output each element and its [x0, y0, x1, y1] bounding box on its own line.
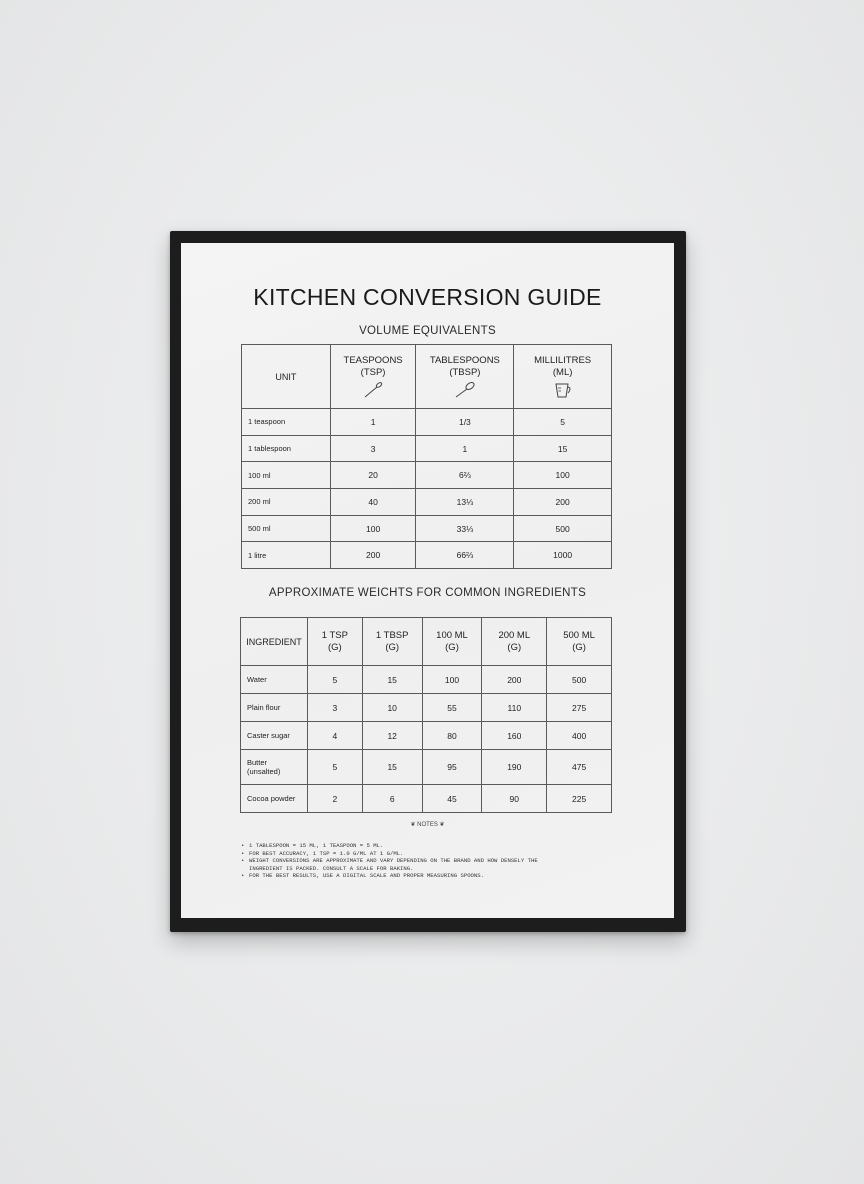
table-cell: 66⅔: [416, 542, 514, 569]
table-cell: 200: [330, 542, 416, 569]
column-header-1-tsp: 1 TSP (G): [307, 618, 362, 666]
table-cell: 110: [482, 694, 547, 722]
table-cell: 3: [307, 694, 362, 722]
table-cell: 4: [307, 722, 362, 750]
column-header-teaspoons: TEASPOONS (TSP): [330, 345, 416, 409]
ingredient-name: Butter (unsalted): [241, 750, 308, 785]
table-cell: 5: [307, 666, 362, 694]
note-item: • FOR THE BEST RESULTS, USE A DIGITAL SCALE AND PROPER MEASURING SPOONS.: [241, 872, 616, 880]
table-cell: 1 teaspoon: [242, 409, 331, 436]
table-header-row: [241, 618, 612, 666]
column-header-unit: UNIT: [242, 345, 331, 409]
table-cell: 1: [416, 435, 514, 462]
column-header-tablespoons: TABLESPOONS (TBSP): [416, 345, 514, 409]
table-cell: 15: [362, 666, 422, 694]
table-cell: 20: [330, 462, 416, 489]
column-header-1-tbsp: 1 TBSP (G): [362, 618, 422, 666]
table-cell: 200: [514, 489, 612, 516]
table-cell: 100: [330, 515, 416, 542]
table-cell: 15: [362, 750, 422, 785]
notes-heading: ❦ NOTES ❦: [410, 822, 445, 828]
table-cell: 3: [330, 435, 416, 462]
ingredient-name: Caster sugar: [241, 722, 308, 750]
table-header-row: [242, 345, 612, 409]
ingredient-name: Cocoa powder: [241, 785, 308, 813]
column-header-millilitres: MILLILITRES (ML): [514, 345, 612, 409]
table-cell: 15: [514, 435, 612, 462]
ingredient-name: Plain flour: [241, 694, 308, 722]
table-cell: 100: [422, 666, 482, 694]
table-row: [241, 666, 612, 694]
table-cell: 40: [330, 489, 416, 516]
table-cell: 400: [547, 722, 612, 750]
table-cell: 1 tablespoon: [242, 435, 331, 462]
table-row: [242, 462, 612, 489]
table-row: [242, 489, 612, 516]
table-cell: 2: [307, 785, 362, 813]
table-row: [242, 435, 612, 462]
note-item-continued: INGREDIENT IS PACKED. CONSULT A SCALE FOR BAKING.: [249, 864, 414, 872]
table-cell: 80: [422, 722, 482, 750]
weights-section-heading: APPROXIMATE WEICHTS FOR COMMON INGREDIENTS: [268, 587, 587, 599]
table-cell: 13⅓: [416, 489, 514, 516]
table-cell: 55: [422, 694, 482, 722]
table-cell: 5: [514, 409, 612, 436]
table-cell: 1: [330, 409, 416, 436]
table-cell: 6⅔: [416, 462, 514, 489]
table-row: [242, 542, 612, 569]
table-row: [241, 722, 612, 750]
column-header-100-ml: 100 ML (G): [422, 618, 482, 666]
note-item: • FOR BEST ACCURACY, 1 TSP = 1.0 G/ML AT 1 G/ML.: [241, 850, 616, 858]
volume-equivalents-table: [241, 344, 612, 569]
table-cell: 5: [307, 750, 362, 785]
table-cell: 1/3: [416, 409, 514, 436]
table-cell: 45: [422, 785, 482, 813]
table-cell: 500: [514, 515, 612, 542]
note-item: • 1 TABLESPOON = 15 ML, 1 TEASPOON = 5 ML.: [241, 842, 616, 850]
column-header-ingredient: INGREDIENT: [241, 618, 308, 666]
table-cell: 12: [362, 722, 422, 750]
ingredient-name: Water: [241, 666, 308, 694]
poster: [181, 243, 674, 918]
table-cell: 275: [547, 694, 612, 722]
column-header-200-ml: 200 ML (G): [482, 618, 547, 666]
table-row: [241, 785, 612, 813]
column-header-500-ml: 500 ML (G): [547, 618, 612, 666]
table-row: [242, 515, 612, 542]
table-cell: 500: [547, 666, 612, 694]
table-cell: 100 ml: [242, 462, 331, 489]
table-cell: 6: [362, 785, 422, 813]
tablespoon-icon: [454, 382, 476, 398]
table-cell: 1 litre: [242, 542, 331, 569]
table-cell: 1000: [514, 542, 612, 569]
decorative-flourish-icon: ❦: [437, 822, 445, 828]
table-cell: 90: [482, 785, 547, 813]
table-cell: 200 ml: [242, 489, 331, 516]
table-cell: 95: [422, 750, 482, 785]
table-cell: 225: [547, 785, 612, 813]
table-cell: 200: [482, 666, 547, 694]
table-cell: 500 ml: [242, 515, 331, 542]
table-cell: 10: [362, 694, 422, 722]
table-row: [241, 750, 612, 785]
table-cell: 160: [482, 722, 547, 750]
table-cell: 475: [547, 750, 612, 785]
ingredient-weights-table: [240, 617, 612, 813]
table-row: [242, 409, 612, 436]
decorative-flourish-icon: ❦: [410, 822, 418, 828]
table-row: [241, 694, 612, 722]
notes-list: [241, 842, 616, 880]
teaspoon-icon: [363, 382, 383, 398]
table-cell: 33⅓: [416, 515, 514, 542]
table-cell: 190: [482, 750, 547, 785]
note-item: • WEIGHT CONVERSIONS ARE APPROXIMATE AND VARY DEPENDING ON THE BRAND AND HOW DENSELY THE: [241, 857, 616, 865]
measuring-cup-icon: [553, 382, 573, 398]
poster-title: KITCHEN CONVERSION GUIDE: [253, 284, 602, 310]
table-cell: 100: [514, 462, 612, 489]
volume-section-heading: VOLUME EQUIVALENTS: [359, 325, 496, 337]
